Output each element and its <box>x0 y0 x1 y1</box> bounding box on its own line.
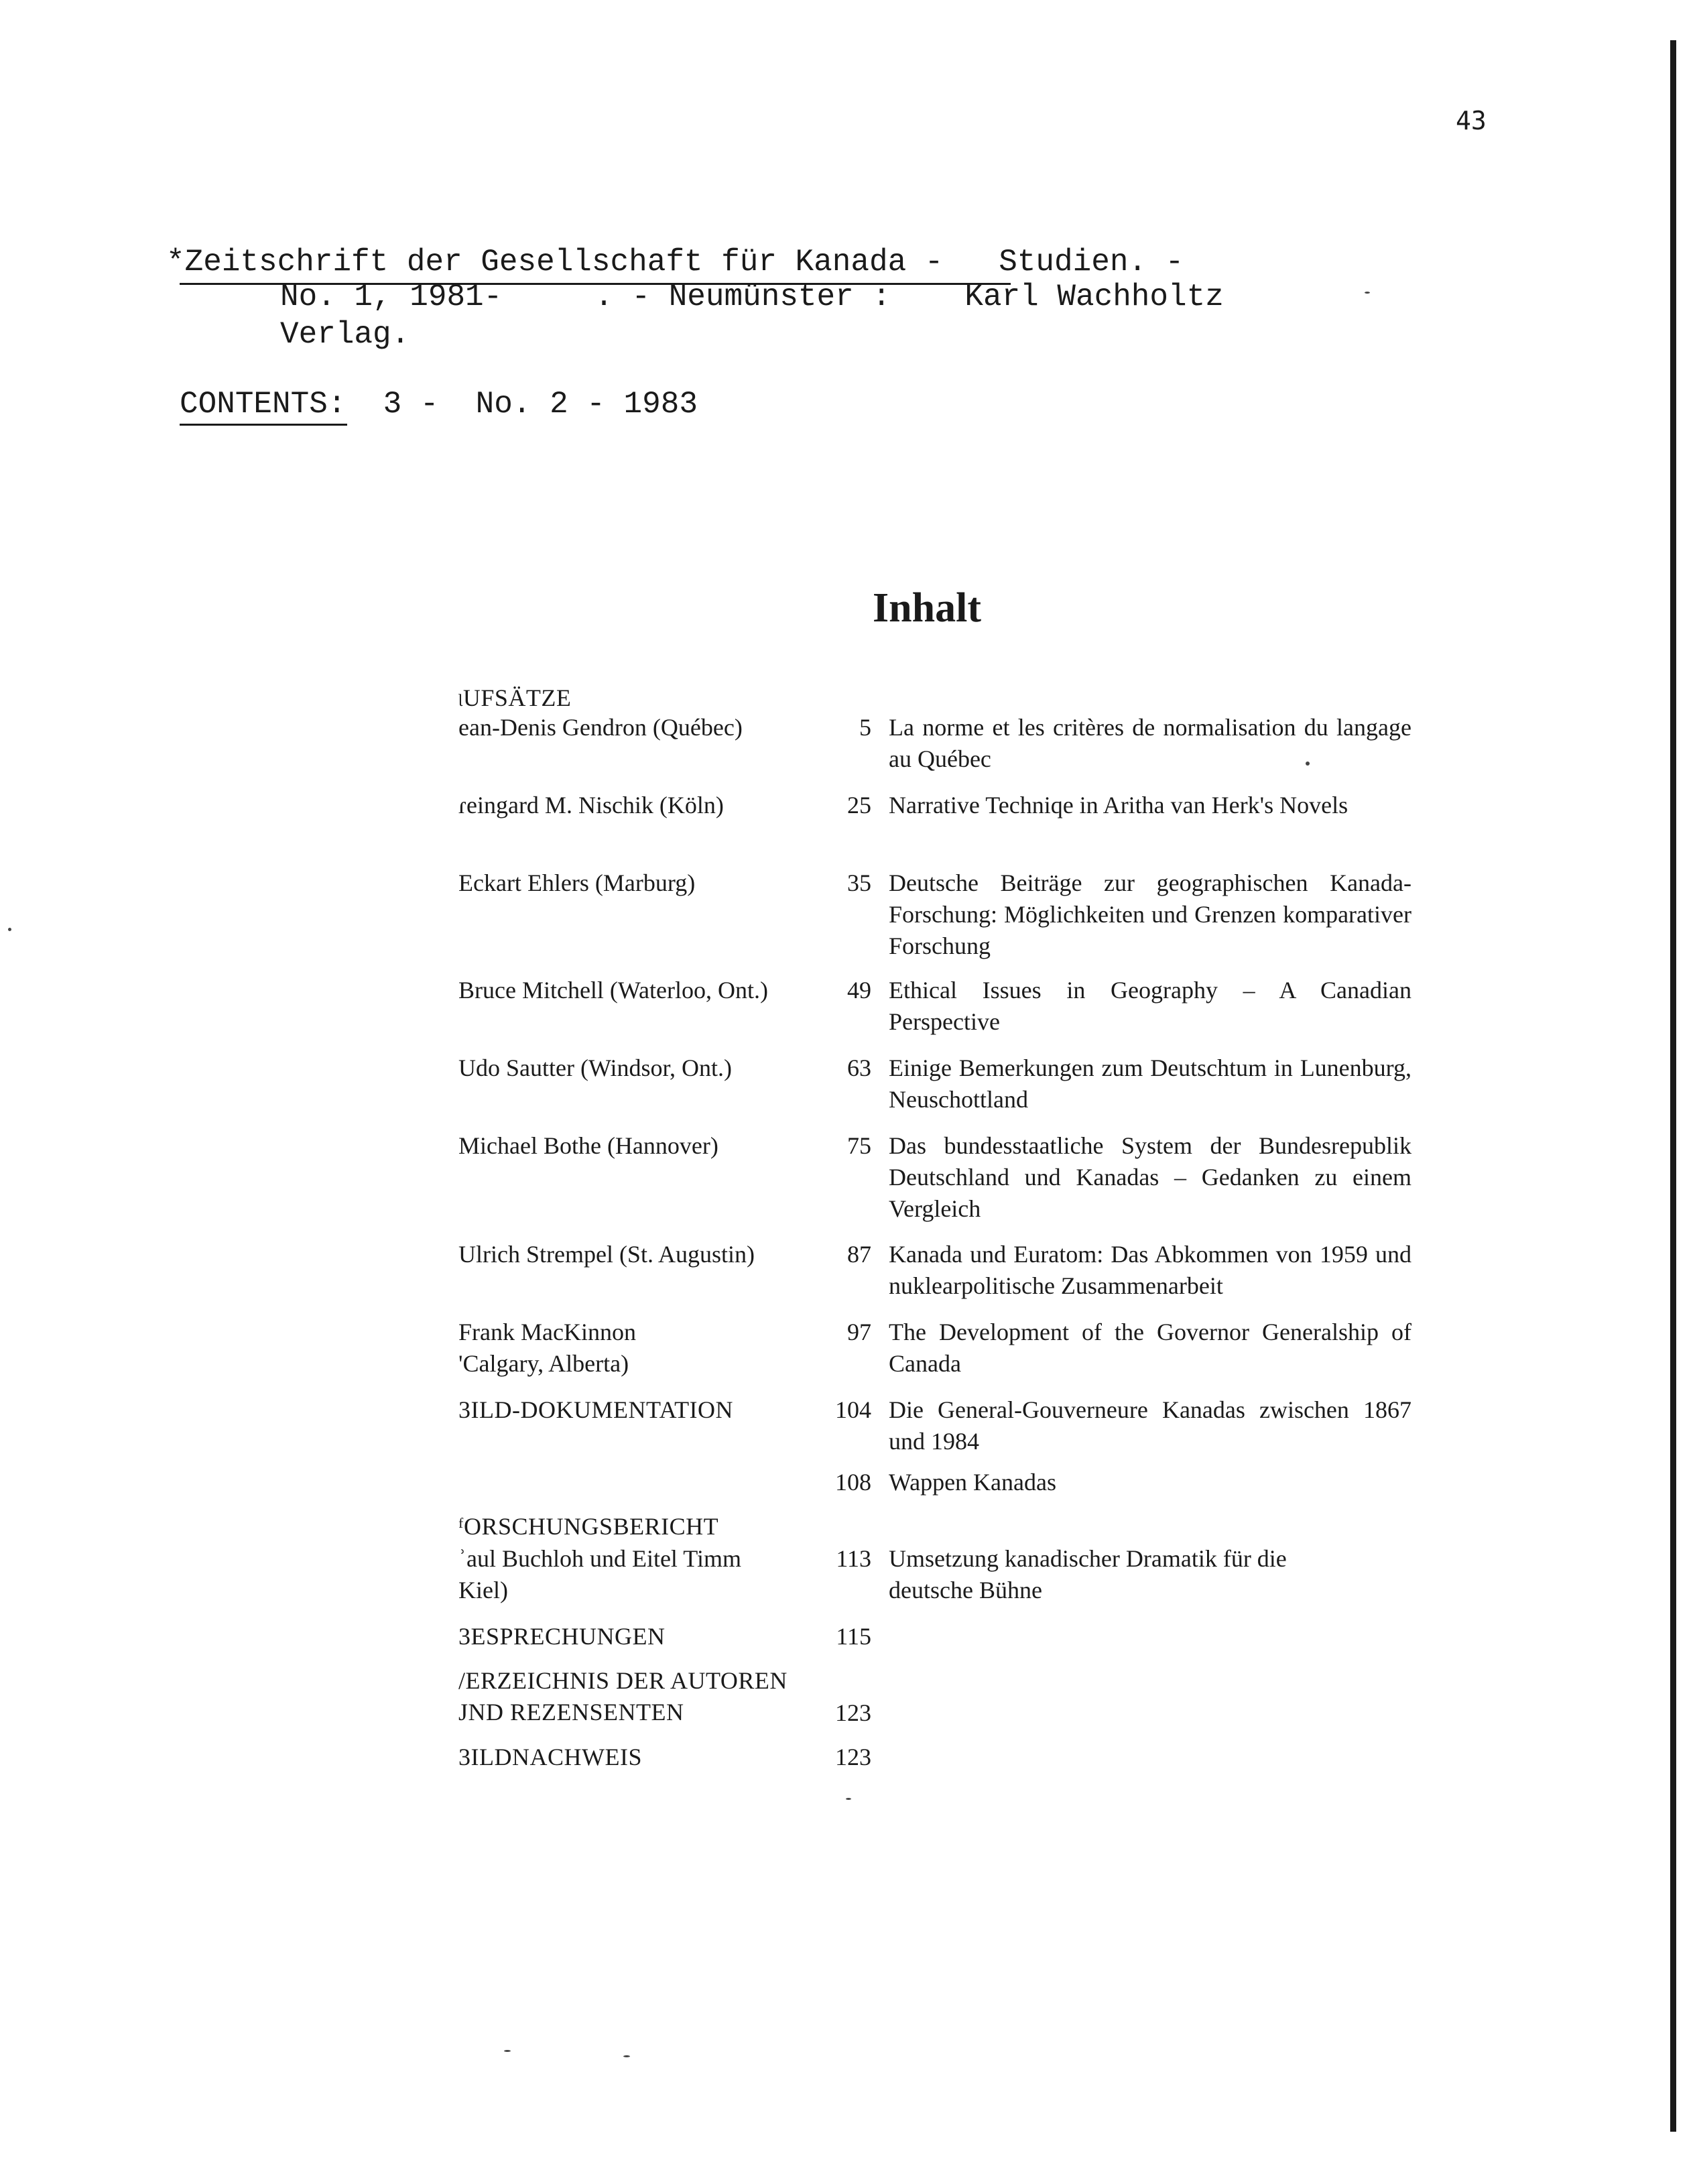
toc-page: 35 <box>847 869 871 896</box>
scan-speck <box>1365 292 1370 294</box>
toc-author: ɾeingard M. Nischik (Köln) <box>458 792 724 818</box>
toc-title: Narrative Techniqe in Aritha van Herk's Novels <box>889 792 1348 818</box>
toc-section-heading: /ERZEICHNIS DER AUTOREN JND REZENSENTEN <box>458 1667 788 1725</box>
toc-page: 97 <box>847 1319 871 1345</box>
citation-line-2: No. 1, 1981- . - Neumünster : Karl Wachholtz <box>280 280 1224 314</box>
page-number: 43 <box>1456 106 1487 135</box>
toc-page: 87 <box>847 1241 871 1268</box>
toc-author: Bruce Mitchell (Waterloo, Ont.) <box>458 977 768 1004</box>
citation-line-3: Verlag. <box>280 317 410 352</box>
toc-title: La norme et les critères de normalisation du langage au Québec <box>889 714 1411 772</box>
toc-title: The Development of the Governor Generalship of Canada <box>889 1319 1411 1377</box>
toc-page: 25 <box>847 792 871 818</box>
toc-author: Michael Bothe (Hannover) <box>458 1132 718 1159</box>
toc-section-heading: ᶠORSCHUNGSBERICHT <box>458 1513 719 1540</box>
toc-title: Umsetzung kanadischer Dramatik für die deutsche Bühne <box>889 1545 1287 1603</box>
toc-page: 123 <box>835 1744 871 1770</box>
toc-title: Die General-Gouverneure Kanadas zwischen 1867 und 1984 <box>889 1396 1411 1455</box>
toc-author: Frank MacKinnon 'Calgary, Alberta) <box>458 1319 636 1377</box>
toc-title: Einige Bemerkungen zum Deutschtum in Lunenburg, Neuschottland <box>889 1054 1411 1113</box>
toc-title: Ethical Issues in Geography – A Canadian Perspective <box>889 977 1411 1035</box>
toc-section-heading: ɩUFSÄTZE <box>458 684 572 711</box>
toc-author: Eckart Ehlers (Marburg) <box>458 869 696 896</box>
scan-speck <box>8 928 11 931</box>
toc-page: 63 <box>847 1054 871 1081</box>
toc-page: 104 <box>835 1396 871 1423</box>
toc-title: Kanada und Euratom: Das Abkommen von 1959 und nuklearpolitische Zusammenarbeit <box>889 1241 1411 1299</box>
toc-title: Wappen Kanadas <box>889 1469 1056 1496</box>
toc-page: 75 <box>847 1132 871 1159</box>
scan-speck <box>623 2055 630 2057</box>
scan-speck <box>504 2050 511 2052</box>
toc-page: 49 <box>847 977 871 1004</box>
toc-page: 5 <box>859 714 871 741</box>
toc-author: ean-Denis Gendron (Québec) <box>458 714 743 741</box>
toc-page: 123 <box>835 1699 871 1726</box>
toc-title: Das bundesstaatliche System der Bundesrepublik Deutschland und Kanadas – Gedanken zu einem Vergleich <box>889 1132 1411 1222</box>
toc-author: Udo Sautter (Windsor, Ont.) <box>458 1054 733 1081</box>
scan-speck <box>846 1798 851 1800</box>
toc-section-heading: 3ESPRECHUNGEN <box>458 1623 666 1650</box>
citation-line-1: *Zeitschrift der Gesellschaft für Kanada - Studien. - <box>166 245 1184 280</box>
toc-page: 115 <box>836 1623 871 1650</box>
toc-page: 108 <box>835 1469 871 1496</box>
contents-underline <box>180 424 347 426</box>
scan-speck <box>1306 762 1310 766</box>
toc-section-heading: 3ILDNACHWEIS <box>458 1744 642 1770</box>
toc-author: Ulrich Strempel (St. Augustin) <box>458 1241 755 1268</box>
toc-page: 113 <box>836 1545 871 1572</box>
toc-title: Deutsche Beiträge zur geographischen Kanada-Forschung: Möglichkeiten und Grenzen komparativer Forschung <box>889 869 1411 959</box>
binding-edge-rule <box>1670 40 1676 2132</box>
toc-author: ʾaul Buchloh und Eitel Timm Kiel) <box>458 1545 742 1603</box>
contents-line: CONTENTS: 3 - No. 2 - 1983 <box>180 387 698 422</box>
page-title: Inhalt <box>873 585 981 631</box>
toc-section-heading: 3ILD-DOKUMENTATION <box>458 1396 734 1423</box>
